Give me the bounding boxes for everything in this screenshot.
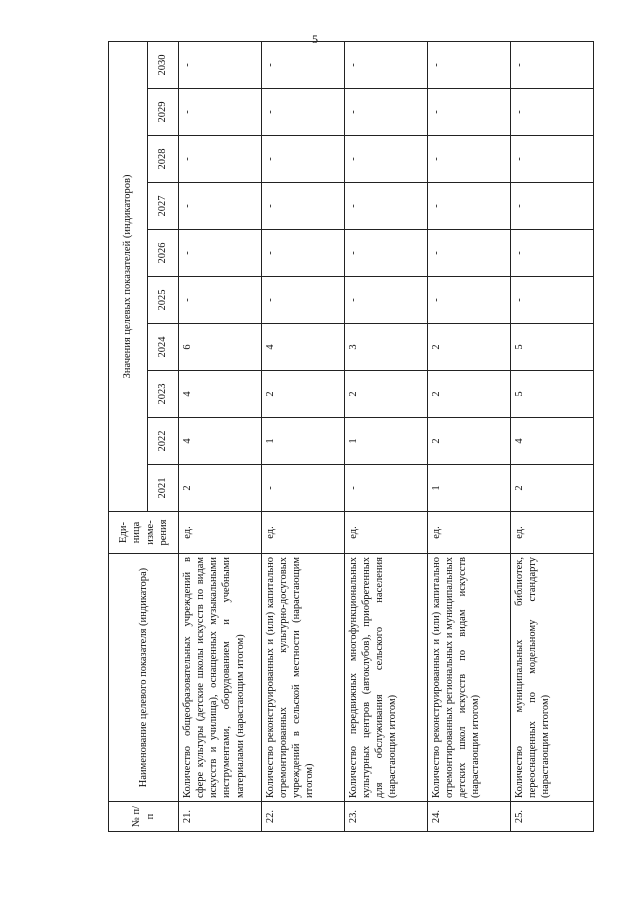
row-value: 5 (511, 324, 594, 371)
row-value: - (179, 230, 262, 277)
header-unit: Еди-ница изме-рения (109, 512, 179, 554)
row-value: 2 (428, 371, 511, 418)
row-value: 6 (179, 324, 262, 371)
row-value: 4 (262, 324, 345, 371)
row-indicator-name: Количество реконструированных и (или) капитально отремонтированных культурно-досуговых учреждений в сельской местности (нарастающим итогом) (262, 554, 345, 802)
row-value: - (428, 230, 511, 277)
header-indicator-name: Наименование целевого показателя (индикатора) (109, 554, 179, 802)
row-value: - (345, 89, 428, 136)
row-value: - (511, 230, 594, 277)
header-year: 2029 (148, 89, 179, 136)
header-year: 2025 (148, 277, 179, 324)
row-value: - (428, 277, 511, 324)
row-value: - (345, 41, 428, 88)
row-value: - (179, 183, 262, 230)
row-value: 4 (511, 418, 594, 465)
row-indicator-name: Количество муниципальных библиотек, переоснащенных по модельному стандарту (нарастающим итогом) (511, 554, 594, 802)
row-indicator-name: Количество передвижных многофункциональных культурных центров (автоклубов), приобретенных для обслуживания сельского населения (нарастающим итогом) (345, 554, 428, 802)
header-values-group: Значения целевых показателей (индикаторов) (109, 41, 148, 511)
row-value: - (511, 41, 594, 88)
row-value: - (262, 183, 345, 230)
table-row (179, 41, 262, 831)
row-number: 22. (262, 802, 345, 832)
row-unit: ед. (262, 512, 345, 554)
row-value: 2 (428, 418, 511, 465)
row-value: - (179, 136, 262, 183)
row-value: 2 (428, 324, 511, 371)
row-value: - (511, 183, 594, 230)
header-year: 2021 (148, 465, 179, 512)
row-unit: ед. (345, 512, 428, 554)
header-year: 2030 (148, 41, 179, 88)
row-value: - (428, 41, 511, 88)
row-value: - (345, 465, 428, 512)
row-unit: ед. (428, 512, 511, 554)
header-year: 2022 (148, 418, 179, 465)
header-year: 2027 (148, 183, 179, 230)
row-value: - (428, 183, 511, 230)
row-value: 2 (262, 371, 345, 418)
row-value: - (345, 136, 428, 183)
table-row (428, 41, 511, 831)
table-row (511, 41, 594, 831)
row-value: - (428, 89, 511, 136)
row-value: 1 (345, 418, 428, 465)
row-value: 2 (511, 465, 594, 512)
row-value: - (428, 136, 511, 183)
row-value: - (511, 136, 594, 183)
row-value: - (345, 277, 428, 324)
row-unit: ед. (511, 512, 594, 554)
row-indicator-name: Количество общеобразовательных учреждений в сфере культуры (детские школы искусств по видам искусств и училища), оснащенных музыкальными инструментами, оборудованием и учебными материалами (нарастающим итогом) (179, 554, 262, 802)
row-value: - (345, 183, 428, 230)
row-unit: ед. (179, 512, 262, 554)
row-value: - (262, 41, 345, 88)
row-value: - (262, 136, 345, 183)
header-number: № п/п (109, 802, 179, 832)
row-value: 3 (345, 324, 428, 371)
row-value: - (511, 277, 594, 324)
row-number: 25. (511, 802, 594, 832)
row-number: 21. (179, 802, 262, 832)
header-year: 2028 (148, 136, 179, 183)
row-value: 4 (179, 418, 262, 465)
row-value: - (262, 277, 345, 324)
row-number: 23. (345, 802, 428, 832)
row-value: - (262, 465, 345, 512)
indicators-table (108, 41, 594, 832)
row-value: - (262, 230, 345, 277)
row-indicator-name: Количество реконструированных и (или) капитально отремонтированных региональных и муниципальных детских школ искусств по видам искусств (нарастающим итогом) (428, 554, 511, 802)
row-value: - (345, 230, 428, 277)
row-value: 5 (511, 371, 594, 418)
row-value: 1 (262, 418, 345, 465)
row-value: 2 (345, 371, 428, 418)
table-row (262, 41, 345, 831)
row-value: - (179, 41, 262, 88)
rotated-table-wrapper (108, 42, 582, 832)
row-value: 1 (428, 465, 511, 512)
row-value: - (179, 89, 262, 136)
row-number: 24. (428, 802, 511, 832)
row-value: - (262, 89, 345, 136)
row-value: - (179, 277, 262, 324)
header-year: 2024 (148, 324, 179, 371)
table-row (345, 41, 428, 831)
row-value: - (511, 89, 594, 136)
page-number: 5 (312, 32, 318, 46)
header-year: 2023 (148, 371, 179, 418)
row-value: 2 (179, 465, 262, 512)
row-value: 4 (179, 371, 262, 418)
header-year: 2026 (148, 230, 179, 277)
